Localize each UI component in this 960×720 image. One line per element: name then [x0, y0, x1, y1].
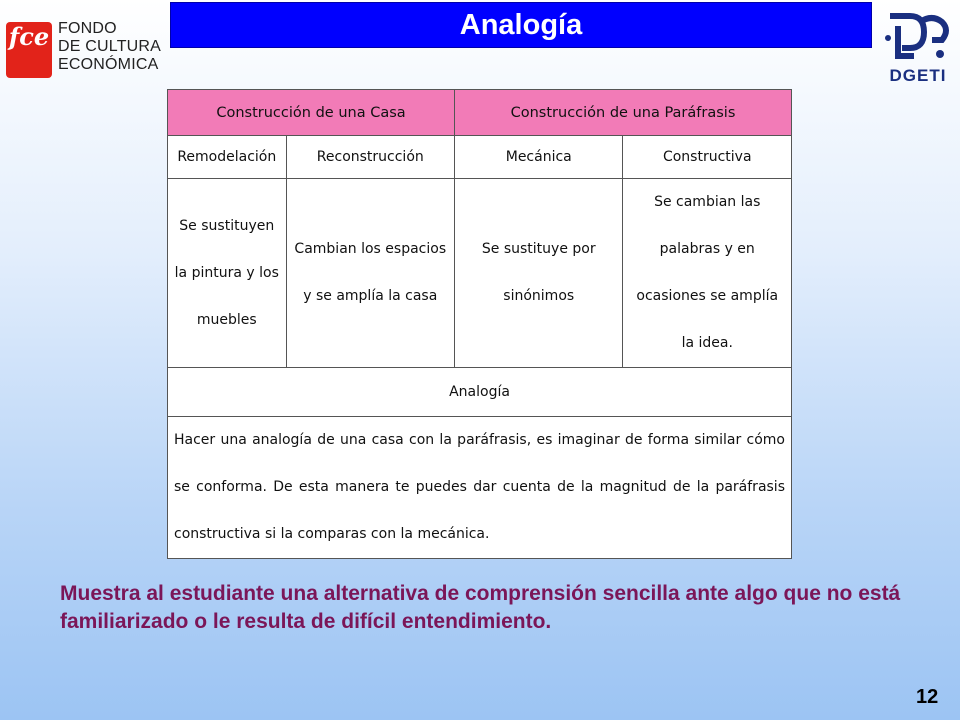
description-reconstruction: Cambian los espacios y se amplía la casa — [286, 179, 454, 368]
analogy-title: Analogía — [168, 368, 792, 417]
dgeti-logo-text: DGETI — [889, 66, 947, 85]
fce-logo — [6, 14, 166, 78]
table-description-row — [168, 179, 792, 368]
description-constructive: Se cambian las palabras y en ocasiones se amplía la idea. — [623, 179, 792, 368]
dgeti-emblem-icon — [880, 8, 956, 66]
table-subheader-row — [168, 136, 792, 179]
subheader-constructive: Constructiva — [623, 136, 792, 179]
table-header-row — [168, 90, 792, 136]
slide-title: Analogía — [170, 2, 872, 48]
page-number: 12 — [916, 686, 939, 708]
subheader-reconstruction: Reconstrucción — [286, 136, 454, 179]
fce-logo-text — [58, 20, 168, 74]
dgeti-logo — [880, 8, 956, 90]
description-remodeling: Se sustituyen la pintura y los muebles — [168, 179, 287, 368]
analogy-title-row — [168, 368, 792, 417]
fce-logo-mark: fce — [6, 22, 52, 78]
analogy-table — [167, 89, 792, 559]
fce-logo-line: ECONÓMICA — [58, 56, 159, 73]
subheader-remodeling: Remodelación — [168, 136, 287, 179]
subheader-mechanical: Mecánica — [455, 136, 623, 179]
fce-logo-line: DE CULTURA — [58, 38, 162, 55]
header-house: Construcción de una Casa — [168, 90, 455, 136]
description-mechanical: Se sustituye por sinónimos — [455, 179, 623, 368]
header-paraphrase: Construcción de una Paráfrasis — [455, 90, 792, 136]
analogy-text-row — [168, 417, 792, 559]
summary-text: Muestra al estudiante una alternativa de comprensión sencilla ante algo que no está familiarizado o le resulta de difícil entendimiento. — [60, 582, 901, 633]
analogy-text: Hacer una analogía de una casa con la paráfrasis, es imaginar de forma similar cómo se conforma. De esta manera te puedes dar cuenta de la magnitud de la paráfrasis constructiva si la comparas con la mecánica. — [168, 417, 792, 559]
fce-logo-line: FONDO — [58, 20, 117, 37]
